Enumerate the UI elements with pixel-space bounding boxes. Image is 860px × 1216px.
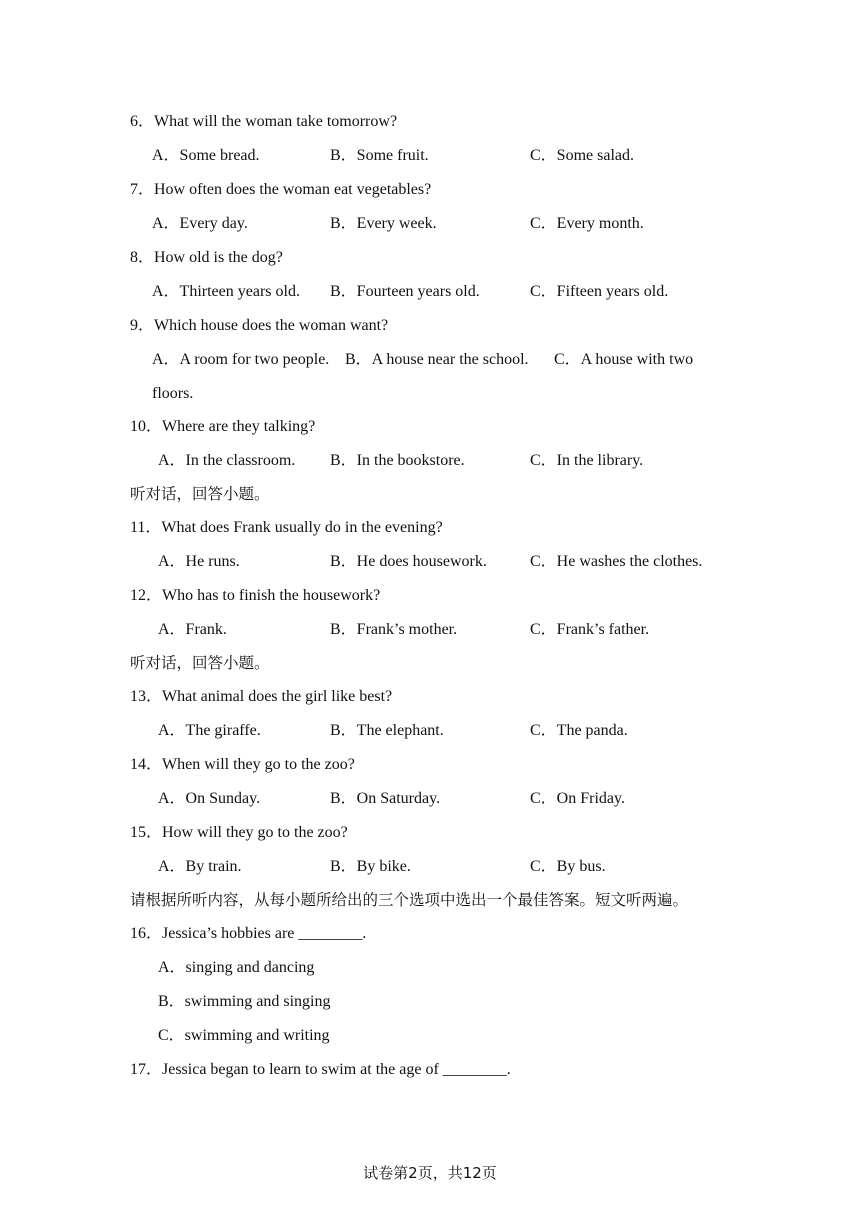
question-13-stem: 13．What animal does the girl like best? xyxy=(130,688,393,705)
question-6-option-a: A．Some bread. xyxy=(152,147,260,164)
question-16-option-a: A．singing and dancing xyxy=(158,959,315,976)
question-16-option-b: B．swimming and singing xyxy=(158,993,331,1010)
question-8-stem: 8．How old is the dog? xyxy=(130,249,283,266)
question-10-option-a: A．In the classroom. xyxy=(158,452,296,469)
question-10-option-c: C．In the library. xyxy=(530,452,644,469)
question-10-option-b: B．In the bookstore. xyxy=(330,452,465,469)
question-15-option-b: B．By bike. xyxy=(330,858,411,875)
question-10-stem: 10．Where are they talking? xyxy=(130,418,316,435)
question-6-option-c: C．Some salad. xyxy=(530,147,634,164)
question-7-option-a: A．Every day. xyxy=(152,215,248,232)
question-17-stem: 17．Jessica began to learn to swim at the age of ________. xyxy=(130,1061,511,1078)
question-13-option-c: C．The panda. xyxy=(530,722,628,739)
question-12-option-a: A．Frank. xyxy=(158,621,227,638)
question-8-option-b: B．Fourteen years old. xyxy=(330,283,480,300)
question-12-option-c: C．Frank’s father. xyxy=(530,621,650,638)
question-9-stem: 9．Which house does the woman want? xyxy=(130,317,389,334)
section-instruction-dialogue: 听对话，回答小题。 xyxy=(130,485,270,503)
question-8-option-c: C．Fifteen years old. xyxy=(530,283,669,300)
page-footer: 试卷第2页，共12页 xyxy=(363,1164,497,1182)
question-13-option-b: B．The elephant. xyxy=(330,722,444,739)
question-13-option-a: A．The giraffe. xyxy=(158,722,261,739)
question-15-stem: 15．How will they go to the zoo? xyxy=(130,824,348,841)
question-6-stem: 6．What will the woman take tomorrow? xyxy=(130,113,398,130)
question-16-stem: 16．Jessica’s hobbies are ________. xyxy=(130,925,367,942)
question-15-option-c: C．By bus. xyxy=(530,858,606,875)
question-15-option-a: A．By train. xyxy=(158,858,242,875)
question-9-option-b: B．A house near the school. xyxy=(345,351,529,368)
question-11-option-c: C．He washes the clothes. xyxy=(530,553,703,570)
question-9-option-c: C．A house with two xyxy=(554,351,694,368)
question-9-option-a: A．A room for two people. xyxy=(152,351,330,368)
question-12-stem: 12．Who has to finish the housework? xyxy=(130,587,381,604)
question-9-option-c-continuation: floors. xyxy=(152,385,194,402)
question-7-option-c: C．Every month. xyxy=(530,215,644,232)
question-16-option-c: C．swimming and writing xyxy=(158,1027,330,1044)
question-12-option-b: B．Frank’s mother. xyxy=(330,621,458,638)
question-11-option-b: B．He does housework. xyxy=(330,553,487,570)
question-6-option-b: B．Some fruit. xyxy=(330,147,429,164)
question-11-stem: 11．What does Frank usually do in the evening? xyxy=(130,519,443,536)
question-7-option-b: B．Every week. xyxy=(330,215,437,232)
question-11-option-a: A．He runs. xyxy=(158,553,240,570)
section-instruction-passage: 请根据所听内容，从每小题所给出的三个选项中选出一个最佳答案。短文听两遍。 xyxy=(130,891,689,909)
section-instruction-dialogue-2: 听对话，回答小题。 xyxy=(130,654,270,672)
question-14-option-a: A．On Sunday. xyxy=(158,790,261,807)
question-14-stem: 14．When will they go to the zoo? xyxy=(130,756,355,773)
question-8-option-a: A．Thirteen years old. xyxy=(152,283,300,300)
question-14-option-c: C．On Friday. xyxy=(530,790,625,807)
question-7-stem: 7．How often does the woman eat vegetables? xyxy=(130,181,432,198)
question-14-option-b: B．On Saturday. xyxy=(330,790,441,807)
